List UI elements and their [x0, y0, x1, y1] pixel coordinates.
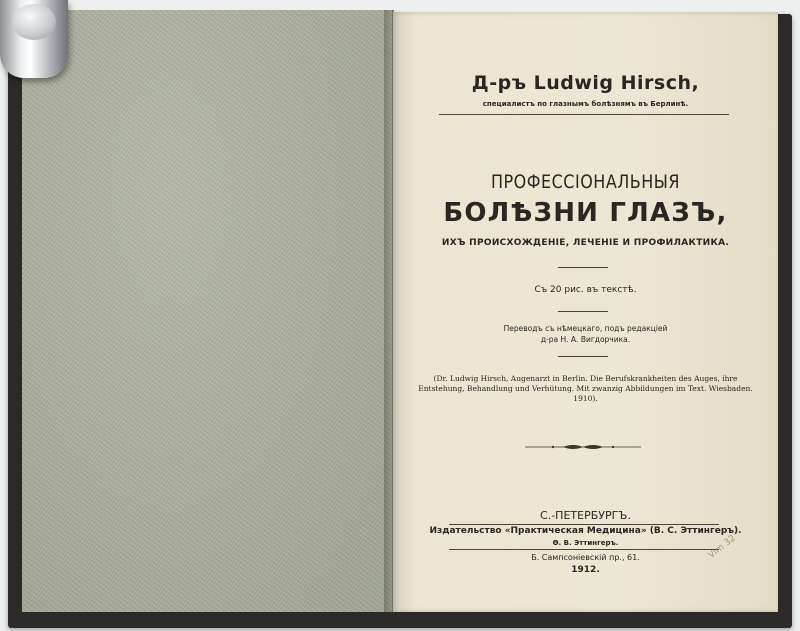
illustrations-note: Съ 20 рис. въ текстѣ. [534, 285, 637, 295]
pencil-note: Vim 32 [706, 533, 738, 561]
editor-name: д-ра Н. А. Вигдорчика. [540, 335, 631, 344]
short-rule [558, 311, 608, 312]
author-name: Д-ръ Ludwig Hirsch, [471, 72, 700, 94]
ornament-divider [523, 442, 643, 452]
book-subtitle: ИХЪ ПРОИСХОЖДЕНІЕ, ЛЕЧЕНІЕ И ПРОФИЛАКТИКА. [441, 238, 730, 248]
translation-note: Переводъ съ нѣмецкаго, подъ редакціей [503, 324, 668, 333]
original-citation: (Dr. Ludwig Hirsch, Augenarzt in Berlin. Die Berufskrankheiten des Auges, ihre Entstehung, Behandlung und Verhütung. Mit zwanzig Abbildungen im Text. Wiesbaden. 1910). [418, 374, 753, 403]
metal-book-weight [0, 0, 68, 78]
short-rule [558, 267, 608, 268]
divider-rule [449, 549, 719, 550]
publisher: Издательство «Практическая Медицина» (В. С. Эттингеръ). [429, 526, 742, 536]
title-line-1: ПРОФЕССІОНАЛЬНЫЯ [490, 170, 681, 193]
short-rule [558, 356, 608, 357]
printer: Ѳ. В. Эттингеръ. [552, 539, 619, 547]
publication-year: 1912. [571, 565, 600, 575]
divider-rule [449, 524, 719, 525]
author-subtitle: специалистъ по глазнымъ болѣзнямъ въ Берлинѣ. [482, 100, 689, 108]
title-page [393, 12, 778, 612]
city: С.-ПЕТЕРБУРГЪ. [540, 509, 631, 522]
address: Б. Сампсоніевскій пр., 61. [531, 553, 640, 562]
marbled-endpaper [22, 10, 394, 612]
title-line-2: БОЛѢЗНИ ГЛАЗЪ, [443, 198, 728, 228]
divider-rule [439, 114, 729, 115]
